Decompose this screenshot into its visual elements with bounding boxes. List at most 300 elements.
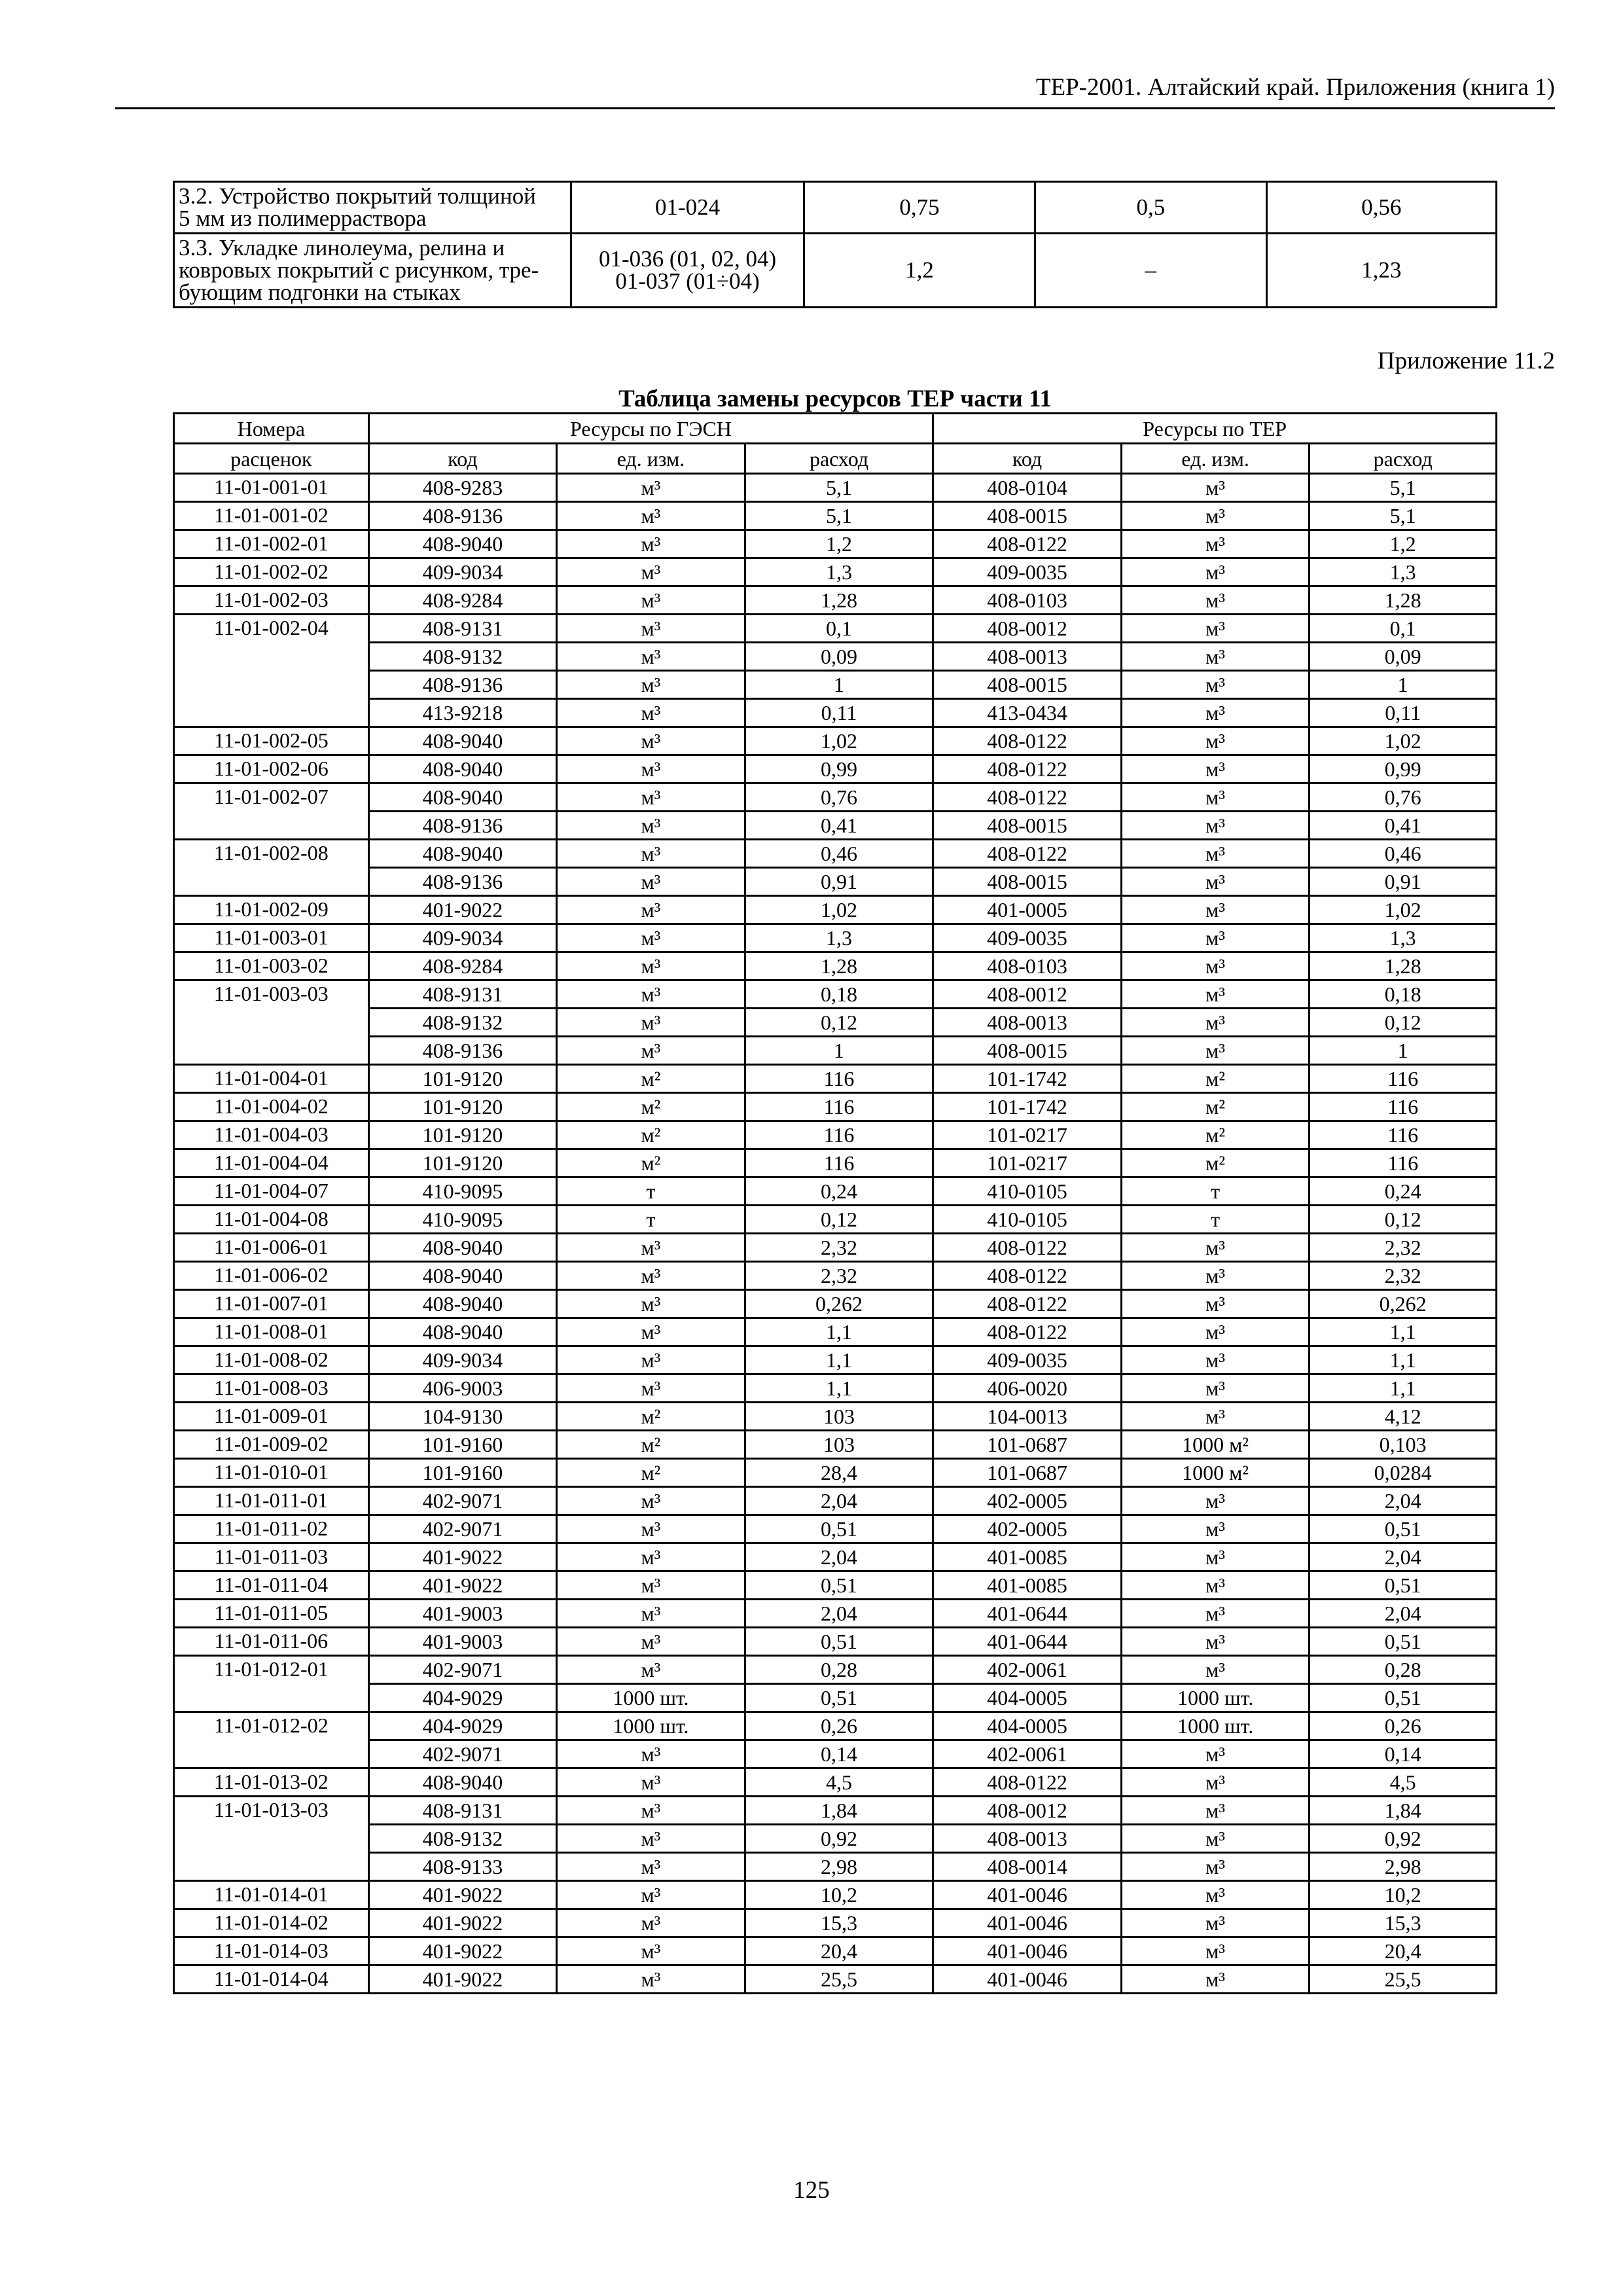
gesn-amount: 0,51 <box>745 1628 933 1656</box>
table-row <box>174 924 1497 952</box>
ter-code: 401-0085 <box>933 1571 1122 1600</box>
table-row <box>174 1121 1497 1149</box>
gesn-code: 408-9136 <box>368 671 557 699</box>
gesn-amount: 116 <box>745 1093 933 1121</box>
gesn-unit: м³ <box>557 924 745 952</box>
rate-number: 11-01-011-02 <box>174 1515 369 1543</box>
ter-amount: 2,98 <box>1310 1853 1497 1881</box>
ter-code: 408-0012 <box>933 980 1122 1009</box>
ter-amount: 116 <box>1310 1149 1497 1177</box>
table-row <box>174 699 1497 727</box>
table-row <box>174 868 1497 896</box>
gesn-unit: м² <box>557 1149 745 1177</box>
gesn-code: 408-9131 <box>368 980 557 1009</box>
ter-amount: 1,3 <box>1310 924 1497 952</box>
table-row <box>174 1712 1497 1740</box>
ter-amount: 4,5 <box>1310 1768 1497 1797</box>
ter-code: 408-0103 <box>933 952 1122 980</box>
gesn-unit: м³ <box>557 1797 745 1825</box>
gesn-amount: 116 <box>745 1065 933 1093</box>
header-rates: расценок <box>174 444 369 474</box>
ter-amount: 116 <box>1310 1065 1497 1093</box>
gesn-code: 408-9132 <box>368 643 557 671</box>
ter-unit: м³ <box>1121 840 1310 868</box>
ter-amount: 0,103 <box>1310 1431 1497 1459</box>
table-row <box>174 1600 1497 1628</box>
table-row <box>174 1093 1497 1121</box>
gesn-code: 408-9131 <box>368 615 557 643</box>
gesn-code: 401-9022 <box>368 1909 557 1937</box>
gesn-amount: 0,51 <box>745 1684 933 1712</box>
ter-code: 408-0122 <box>933 530 1122 558</box>
table-row <box>174 1881 1497 1909</box>
ter-unit: м³ <box>1121 924 1310 952</box>
ter-amount: 0,09 <box>1310 643 1497 671</box>
gesn-amount: 1,02 <box>745 727 933 755</box>
ter-amount: 0,14 <box>1310 1740 1497 1768</box>
ter-unit: м³ <box>1121 1487 1310 1515</box>
table-body <box>174 474 1497 1994</box>
gesn-amount: 25,5 <box>745 1965 933 1994</box>
ter-code: 101-0687 <box>933 1431 1122 1459</box>
gesn-amount: 5,1 <box>745 474 933 502</box>
ter-unit: м² <box>1121 1065 1310 1093</box>
coefficients-table-body <box>174 182 1497 308</box>
gesn-amount: 0,12 <box>745 1206 933 1234</box>
gesn-unit: м³ <box>557 474 745 502</box>
gesn-code: 404-9029 <box>368 1712 557 1740</box>
ter-unit: т <box>1121 1206 1310 1234</box>
gesn-amount: 1,1 <box>745 1318 933 1346</box>
table-row <box>174 1571 1497 1600</box>
gesn-unit: м³ <box>557 1656 745 1684</box>
ter-unit: м² <box>1121 1149 1310 1177</box>
rate-number: 11-01-004-02 <box>174 1093 369 1121</box>
ter-amount: 0,12 <box>1310 1009 1497 1037</box>
gesn-code: 101-9120 <box>368 1121 557 1149</box>
gesn-amount: 10,2 <box>745 1881 933 1909</box>
gesn-amount: 103 <box>745 1431 933 1459</box>
table-row <box>174 1909 1497 1937</box>
gesn-code: 408-9136 <box>368 1037 557 1065</box>
table-row <box>174 586 1497 615</box>
header-ter-unit: ед. изм. <box>1121 444 1310 474</box>
ter-unit: 1000 м² <box>1121 1431 1310 1459</box>
ter-code: 101-1742 <box>933 1093 1122 1121</box>
gesn-unit: м³ <box>557 727 745 755</box>
gesn-amount: 0,51 <box>745 1571 933 1600</box>
rate-number: 11-01-004-07 <box>174 1177 369 1206</box>
ter-unit: м³ <box>1121 1374 1310 1403</box>
work-description <box>174 234 571 308</box>
coefficients-table <box>173 181 1497 308</box>
ter-amount: 0,51 <box>1310 1571 1497 1600</box>
ter-unit: м³ <box>1121 783 1310 812</box>
rate-number: 11-01-001-02 <box>174 502 369 530</box>
ter-amount: 1,28 <box>1310 586 1497 615</box>
coefficients-row <box>174 182 1497 234</box>
ter-unit: м³ <box>1121 643 1310 671</box>
gesn-amount: 2,04 <box>745 1487 933 1515</box>
gesn-amount: 0,1 <box>745 615 933 643</box>
gesn-code: 408-9040 <box>368 1262 557 1290</box>
gesn-unit: м³ <box>557 1009 745 1037</box>
ter-amount: 0,51 <box>1310 1628 1497 1656</box>
ter-amount: 0,18 <box>1310 980 1497 1009</box>
ter-unit: м³ <box>1121 1909 1310 1937</box>
gesn-unit: м³ <box>557 868 745 896</box>
ter-code: 408-0122 <box>933 1262 1122 1290</box>
gesn-code: 401-9022 <box>368 1543 557 1571</box>
gesn-unit: м² <box>557 1093 745 1121</box>
rate-number: 11-01-012-01 <box>174 1656 369 1712</box>
gesn-unit: м³ <box>557 1543 745 1571</box>
gesn-code: 409-9034 <box>368 1346 557 1374</box>
table-row <box>174 1346 1497 1374</box>
ter-unit: м³ <box>1121 727 1310 755</box>
rate-number: 11-01-013-02 <box>174 1768 369 1797</box>
ter-unit: 1000 шт. <box>1121 1684 1310 1712</box>
gesn-amount: 0,46 <box>745 840 933 868</box>
coefficient-value: 1,23 <box>1266 234 1496 308</box>
ter-code: 401-0046 <box>933 1965 1122 1994</box>
ter-amount: 116 <box>1310 1093 1497 1121</box>
gesn-unit: м³ <box>557 1037 745 1065</box>
gesn-code: 408-9136 <box>368 868 557 896</box>
ter-code: 101-0217 <box>933 1121 1122 1149</box>
ter-code: 401-0644 <box>933 1628 1122 1656</box>
ter-amount: 0,92 <box>1310 1825 1497 1853</box>
gesn-code: 402-9071 <box>368 1515 557 1543</box>
ter-amount: 5,1 <box>1310 474 1497 502</box>
table-row <box>174 1037 1497 1065</box>
gesn-code: 101-9160 <box>368 1459 557 1487</box>
header-numbers: Номера <box>174 414 369 444</box>
ter-unit: м³ <box>1121 530 1310 558</box>
rate-number: 11-01-006-02 <box>174 1262 369 1290</box>
ter-amount: 1,3 <box>1310 558 1497 586</box>
description-line: 5 мм из полимерраствора <box>179 206 427 231</box>
work-description <box>174 182 571 234</box>
gesn-unit: м³ <box>557 1740 745 1768</box>
gesn-code: 101-9160 <box>368 1431 557 1459</box>
gesn-amount: 1 <box>745 1037 933 1065</box>
gesn-amount: 0,92 <box>745 1825 933 1853</box>
gesn-unit: м³ <box>557 699 745 727</box>
table-row <box>174 1797 1497 1825</box>
table-row <box>174 1965 1497 1994</box>
ter-code: 408-0015 <box>933 812 1122 840</box>
rate-number: 11-01-013-03 <box>174 1797 369 1881</box>
header-gesn: Ресурсы по ГЭСН <box>368 414 933 444</box>
ter-code: 408-0122 <box>933 840 1122 868</box>
table-row <box>174 1262 1497 1290</box>
gesn-unit: м³ <box>557 840 745 868</box>
ter-code: 401-0644 <box>933 1600 1122 1628</box>
ter-code: 408-0122 <box>933 1234 1122 1262</box>
rate-number: 11-01-011-05 <box>174 1600 369 1628</box>
ter-unit: м³ <box>1121 812 1310 840</box>
ter-code: 408-0012 <box>933 1797 1122 1825</box>
rate-number: 11-01-002-07 <box>174 783 369 840</box>
table-row <box>174 1290 1497 1318</box>
description-line: ковровых покрытий с рисунком, тре- <box>179 257 539 283</box>
gesn-code: 409-9034 <box>368 924 557 952</box>
rate-number: 11-01-009-02 <box>174 1431 369 1459</box>
gesn-amount: 116 <box>745 1121 933 1149</box>
ter-amount: 1,28 <box>1310 952 1497 980</box>
ter-amount: 0,1 <box>1310 615 1497 643</box>
gesn-amount: 103 <box>745 1403 933 1431</box>
gesn-amount: 5,1 <box>745 502 933 530</box>
rate-number: 11-01-012-02 <box>174 1712 369 1768</box>
ter-unit: м³ <box>1121 474 1310 502</box>
gesn-amount: 1,1 <box>745 1374 933 1403</box>
ter-unit: м³ <box>1121 1318 1310 1346</box>
gesn-code: 408-9132 <box>368 1009 557 1037</box>
gesn-amount: 0,41 <box>745 812 933 840</box>
header-ter: Ресурсы по ТЕР <box>933 414 1497 444</box>
rate-number: 11-01-002-04 <box>174 615 369 727</box>
gesn-amount: 1,2 <box>745 530 933 558</box>
gesn-code: 408-9284 <box>368 952 557 980</box>
ter-amount: 0,262 <box>1310 1290 1497 1318</box>
gesn-unit: м³ <box>557 783 745 812</box>
rate-code-line: 01-036 (01, 02, 04) <box>598 246 777 272</box>
ter-code: 410-0105 <box>933 1206 1122 1234</box>
gesn-code: 401-9022 <box>368 896 557 924</box>
ter-code: 408-0012 <box>933 615 1122 643</box>
ter-code: 408-0122 <box>933 1768 1122 1797</box>
gesn-unit: м³ <box>557 1881 745 1909</box>
gesn-unit: м³ <box>557 1965 745 1994</box>
table-row <box>174 1543 1497 1571</box>
gesn-code: 408-9040 <box>368 530 557 558</box>
gesn-unit: м³ <box>557 502 745 530</box>
appendix-label: Приложение 11.2 <box>1377 348 1555 374</box>
gesn-unit: м² <box>557 1431 745 1459</box>
gesn-code: 408-9040 <box>368 1234 557 1262</box>
table-row <box>174 1149 1497 1177</box>
ter-amount: 1,02 <box>1310 727 1497 755</box>
ter-amount: 25,5 <box>1310 1965 1497 1994</box>
header-ter-amount: расход <box>1310 444 1497 474</box>
ter-amount: 0,51 <box>1310 1684 1497 1712</box>
gesn-code: 101-9120 <box>368 1149 557 1177</box>
header-gesn-unit: ед. изм. <box>557 444 745 474</box>
table-row <box>174 783 1497 812</box>
ter-unit: м³ <box>1121 1234 1310 1262</box>
ter-amount: 0,46 <box>1310 840 1497 868</box>
gesn-unit: м² <box>557 1403 745 1431</box>
gesn-code: 408-9284 <box>368 586 557 615</box>
rate-number: 11-01-008-01 <box>174 1318 369 1346</box>
rate-number: 11-01-011-03 <box>174 1543 369 1571</box>
ter-code: 408-0014 <box>933 1853 1122 1881</box>
table-row <box>174 840 1497 868</box>
gesn-amount: 0,99 <box>745 755 933 783</box>
rate-number: 11-01-009-01 <box>174 1403 369 1431</box>
ter-amount: 2,32 <box>1310 1234 1497 1262</box>
ter-amount: 0,99 <box>1310 755 1497 783</box>
ter-unit: м³ <box>1121 558 1310 586</box>
rate-number: 11-01-003-01 <box>174 924 369 952</box>
ter-unit: м³ <box>1121 615 1310 643</box>
ter-unit: м³ <box>1121 1740 1310 1768</box>
header-row-2 <box>174 444 1497 474</box>
gesn-code: 401-9022 <box>368 1937 557 1965</box>
gesn-code: 101-9120 <box>368 1093 557 1121</box>
ter-unit: м³ <box>1121 502 1310 530</box>
ter-amount: 1,84 <box>1310 1797 1497 1825</box>
gesn-unit: м³ <box>557 1290 745 1318</box>
table-header <box>174 414 1497 474</box>
rate-number: 11-01-004-04 <box>174 1149 369 1177</box>
ter-code: 408-0013 <box>933 643 1122 671</box>
rate-code-line: 01-037 (01÷04) <box>615 268 760 294</box>
ter-unit: м³ <box>1121 980 1310 1009</box>
gesn-unit: т <box>557 1177 745 1206</box>
ter-code: 408-0015 <box>933 671 1122 699</box>
ter-unit: м³ <box>1121 1262 1310 1290</box>
ter-code: 402-0005 <box>933 1515 1122 1543</box>
gesn-code: 408-9132 <box>368 1825 557 1853</box>
gesn-amount: 0,28 <box>745 1656 933 1684</box>
gesn-unit: м² <box>557 1121 745 1149</box>
ter-unit: т <box>1121 1177 1310 1206</box>
gesn-amount: 0,262 <box>745 1290 933 1318</box>
gesn-unit: м³ <box>557 980 745 1009</box>
gesn-code: 101-9120 <box>368 1065 557 1093</box>
gesn-code: 410-9095 <box>368 1177 557 1206</box>
gesn-amount: 28,4 <box>745 1459 933 1487</box>
rate-number: 11-01-014-03 <box>174 1937 369 1965</box>
gesn-amount: 2,32 <box>745 1234 933 1262</box>
table-row <box>174 1853 1497 1881</box>
ter-amount: 0,76 <box>1310 783 1497 812</box>
gesn-code: 408-9040 <box>368 1768 557 1797</box>
gesn-unit: м² <box>557 1459 745 1487</box>
gesn-code: 408-9133 <box>368 1853 557 1881</box>
gesn-unit: м³ <box>557 1825 745 1853</box>
ter-amount: 1,1 <box>1310 1318 1497 1346</box>
ter-unit: м³ <box>1121 699 1310 727</box>
ter-code: 410-0105 <box>933 1177 1122 1206</box>
header-row-1 <box>174 414 1497 444</box>
gesn-code: 401-9022 <box>368 1571 557 1600</box>
gesn-amount: 0,11 <box>745 699 933 727</box>
gesn-amount: 1,1 <box>745 1346 933 1374</box>
ter-code: 409-0035 <box>933 1346 1122 1374</box>
gesn-code: 401-9022 <box>368 1881 557 1909</box>
table-row <box>174 755 1497 783</box>
ter-code: 401-0085 <box>933 1543 1122 1571</box>
ter-amount: 2,32 <box>1310 1262 1497 1290</box>
table-row <box>174 1431 1497 1459</box>
rate-number: 11-01-007-01 <box>174 1290 369 1318</box>
ter-amount: 0,91 <box>1310 868 1497 896</box>
gesn-amount: 15,3 <box>745 1909 933 1937</box>
ter-code: 401-0005 <box>933 896 1122 924</box>
table-row <box>174 1684 1497 1712</box>
rate-number: 11-01-003-03 <box>174 980 369 1065</box>
table-row <box>174 615 1497 643</box>
table-row <box>174 1768 1497 1797</box>
table-row <box>174 812 1497 840</box>
ter-unit: м² <box>1121 1093 1310 1121</box>
gesn-amount: 20,4 <box>745 1937 933 1965</box>
ter-unit: м³ <box>1121 1290 1310 1318</box>
table-row <box>174 643 1497 671</box>
ter-amount: 116 <box>1310 1121 1497 1149</box>
gesn-unit: м³ <box>557 1853 745 1881</box>
gesn-unit: м³ <box>557 1318 745 1346</box>
table-row <box>174 1065 1497 1093</box>
gesn-unit: м³ <box>557 1768 745 1797</box>
rate-number: 11-01-014-02 <box>174 1909 369 1937</box>
rate-number: 11-01-004-03 <box>174 1121 369 1149</box>
gesn-unit: м³ <box>557 1571 745 1600</box>
ter-amount: 0,24 <box>1310 1177 1497 1206</box>
gesn-amount: 1,3 <box>745 558 933 586</box>
ter-code: 408-0122 <box>933 727 1122 755</box>
gesn-code: 406-9003 <box>368 1374 557 1403</box>
gesn-code: 413-9218 <box>368 699 557 727</box>
rate-number: 11-01-014-01 <box>174 1881 369 1909</box>
table-row <box>174 1206 1497 1234</box>
gesn-code: 401-9022 <box>368 1965 557 1994</box>
table-row <box>174 502 1497 530</box>
gesn-unit: м³ <box>557 530 745 558</box>
ter-amount: 5,1 <box>1310 502 1497 530</box>
resource-replacement-table <box>173 412 1497 1994</box>
gesn-unit: м³ <box>557 1909 745 1937</box>
gesn-amount: 1,84 <box>745 1797 933 1825</box>
ter-code: 404-0005 <box>933 1712 1122 1740</box>
gesn-unit: м³ <box>557 1515 745 1543</box>
ter-unit: м³ <box>1121 755 1310 783</box>
coefficients-row <box>174 234 1497 308</box>
ter-unit: м³ <box>1121 1881 1310 1909</box>
table-row <box>174 474 1497 502</box>
gesn-amount: 4,5 <box>745 1768 933 1797</box>
gesn-amount: 0,24 <box>745 1177 933 1206</box>
ter-code: 409-0035 <box>933 558 1122 586</box>
gesn-code: 408-9040 <box>368 840 557 868</box>
ter-code: 408-0015 <box>933 502 1122 530</box>
table-row <box>174 980 1497 1009</box>
ter-unit: м³ <box>1121 1797 1310 1825</box>
gesn-amount: 1,3 <box>745 924 933 952</box>
ter-amount: 1,1 <box>1310 1346 1497 1374</box>
rate-number: 11-01-010-01 <box>174 1459 369 1487</box>
coefficient-value: – <box>1035 234 1266 308</box>
ter-unit: м³ <box>1121 1009 1310 1037</box>
gesn-unit: м³ <box>557 952 745 980</box>
ter-unit: м³ <box>1121 1825 1310 1853</box>
gesn-code: 408-9040 <box>368 1318 557 1346</box>
coefficient-value: 0,5 <box>1035 182 1266 234</box>
rate-number: 11-01-002-06 <box>174 755 369 783</box>
gesn-unit: м³ <box>557 586 745 615</box>
gesn-unit: м³ <box>557 671 745 699</box>
ter-unit: 1000 шт. <box>1121 1712 1310 1740</box>
gesn-code: 408-9040 <box>368 727 557 755</box>
gesn-code: 408-9131 <box>368 1797 557 1825</box>
ter-code: 408-0122 <box>933 1318 1122 1346</box>
gesn-amount: 0,14 <box>745 1740 933 1768</box>
ter-unit: м³ <box>1121 586 1310 615</box>
